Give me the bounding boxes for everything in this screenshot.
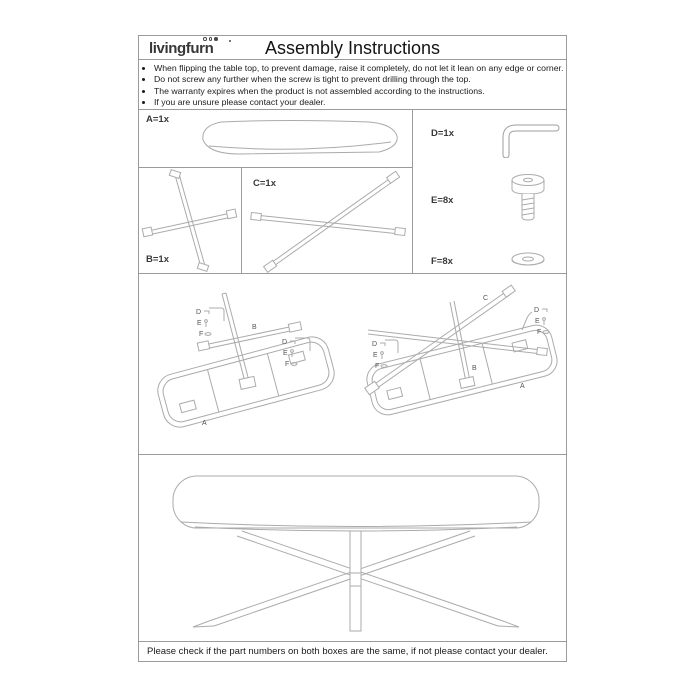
callout-letter-e: E	[197, 320, 202, 327]
part-label-f: F=8x	[431, 256, 453, 267]
step2-diagram	[354, 280, 562, 440]
table-top-side-drawing	[169, 114, 409, 164]
warning-notes	[138, 59, 567, 110]
notes-list	[139, 63, 566, 108]
part-label-e: E=8x	[431, 195, 454, 206]
assembled-table-diagram	[139, 455, 566, 641]
note-item: • When flipping the table top, to prevent damage, raise it completely, do not let it lean on any edge or corner.	[154, 63, 566, 74]
callout-letter-d: D	[534, 307, 540, 314]
note-item: • If you are unsure please contact your dealer.	[154, 97, 566, 108]
step2-label-b: B	[472, 365, 477, 372]
washer-icon	[505, 248, 551, 272]
page-title: Assembly Instructions	[264, 38, 441, 58]
part-label-c: C=1x	[253, 178, 276, 189]
assembled-table-panel	[138, 454, 567, 642]
footer-text: Please check if the part numbers on both boxes are the same, if not please contact your dealer.	[147, 646, 548, 657]
part-label-d: D=1x	[431, 128, 454, 139]
note-item: • Do not screw any further when the screw is tight to prevent drilling through the top.	[154, 74, 566, 85]
instruction-sheet	[138, 35, 567, 662]
footer-note	[138, 641, 567, 662]
part-box-def	[412, 109, 567, 274]
part-box-a	[138, 109, 413, 168]
callout-letter-d: D	[372, 341, 378, 348]
callout-letter-e: E	[535, 318, 540, 325]
callout-letter-e: E	[373, 352, 378, 359]
callout-letter-f: F	[199, 331, 204, 338]
part-box-b	[138, 167, 242, 274]
allen-key-icon	[498, 122, 560, 158]
callout-letter-d: D	[282, 339, 288, 346]
bolt-icon	[505, 172, 551, 224]
step2-label-a: A	[520, 383, 525, 390]
leg-c-drawing	[242, 168, 414, 275]
step2-label-c: C	[483, 295, 489, 302]
part-label-b: B=1x	[146, 254, 169, 265]
leg-b-drawing	[139, 168, 243, 275]
step1-diagram	[146, 282, 348, 452]
step1-label-a: A	[202, 420, 207, 427]
callout-letter-f: F	[537, 329, 542, 336]
callout-letter-d: D	[196, 309, 202, 316]
header	[138, 35, 567, 60]
note-item: • The warranty expires when the product is not assembled according to the instructions.	[154, 86, 566, 97]
callout-letter-e: E	[283, 350, 288, 357]
part-box-c	[241, 167, 413, 274]
part-label-a: A=1x	[146, 114, 169, 125]
hardware-callout	[196, 308, 224, 338]
callout-letter-f: F	[285, 361, 290, 368]
callout-letter-f: F	[375, 363, 380, 370]
step1-label-b: B	[252, 324, 257, 331]
assembly-steps	[138, 273, 567, 455]
brand-logo: livingfurn	[149, 40, 214, 57]
